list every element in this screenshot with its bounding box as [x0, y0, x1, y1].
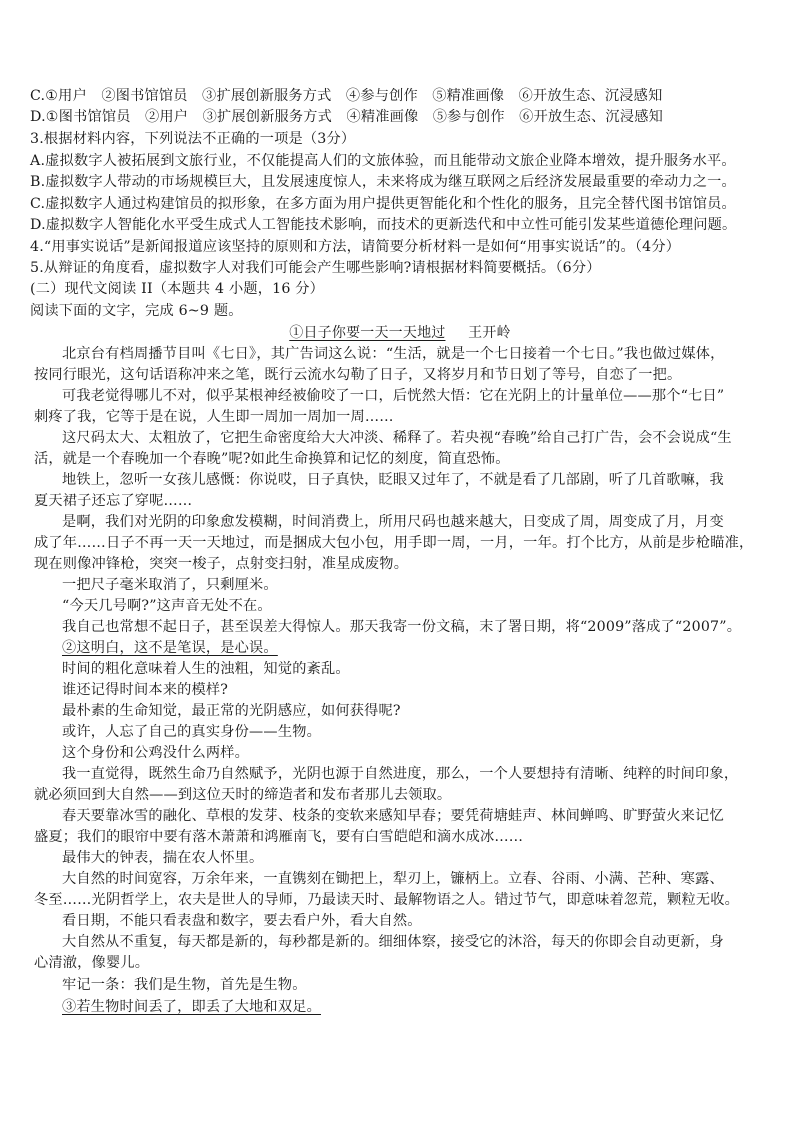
article-line: 成了年……日子不再一天一天地过，而是捆成大包小包，用手即一周，一月，一年。打个比方，从前是步枪瞄准， [34, 535, 754, 551]
article-title: ①日子你要一天一天地过 [289, 325, 446, 341]
option-d: D.①图书馆馆员 ②用户 ③扩展创新服务方式 ④精准画像 ⑤参与创作 ⑥开放生态、沉浸感知 [30, 109, 663, 125]
article-line: 谁还记得时间本来的模样? [62, 682, 229, 698]
article-line: 最朴素的生命知觉，最正常的光阴感应，如何获得呢? [62, 703, 401, 719]
article-author: 王开岭 [468, 325, 511, 341]
article-line: 按同行眼光，这句话语称冲来之笔，既行云流水勾勒了日子，又将岁月和节日划了等号，自恋了一把。 [34, 367, 682, 383]
question-5: 5.从辩证的角度看，虚拟数字人对我们可能会产生哪些影响?请根据材料简要概括。（6分） [30, 260, 601, 276]
article-line: 北京台有档周播节目叫《七日》，其广告词这么说：“生活，就是一个七日接着一个七日。”我也做过媒体， [62, 346, 725, 362]
article-line: 我自己也常想不起日子，甚至误差大得惊人。那天我寄一份文稿，末了署日期，将“2009”落成了“2007”。 [62, 619, 742, 635]
article-line: 看日期，不能只看表盘和数字，要去看户外，看大自然。 [62, 913, 422, 929]
question-3-option-b: B.虚拟数字人带动的市场规模巨大，且发展速度惊人，未来将成为继互联网之后经济发展最重要的牵动力之一。 [30, 174, 736, 190]
article-line: 牢记一条：我们是生物，首先是生物。 [62, 977, 307, 993]
article-line: 可我老觉得哪儿不对，似乎某根神经被偷咬了一口，后恍然大悟：它在光阴上的计量单位——那个“七日” [62, 388, 725, 404]
article-line: 最伟大的钟表，揣在农人怀里。 [62, 850, 264, 866]
article-line: 这个身份和公鸡没什么两样。 [62, 745, 250, 761]
article-title-row [0, 323, 800, 343]
article-line-underlined: ②这明白，这不是笔误，是心误。 [62, 640, 278, 656]
section-heading: (二）现代文阅读 II（本题共 4 小题，16 分） [30, 281, 325, 297]
question-3-option-d: D.虚拟数字人智能化水平受生成式人工智能技术影响，而技术的更新迭代和中立性可能引发某些道德伦理问题。 [30, 217, 737, 233]
reading-instruction: 阅读下面的文字，完成 6~9 题。 [30, 303, 243, 319]
question-3: 3.根据材料内容，下列说法不正确的一项是（3分） [30, 131, 356, 147]
question-4: 4.“用事实说话”是新闻报道应该坚持的原则和方法，请简要分析材料一是如何“用事实说话”的。（4分） [30, 239, 681, 255]
article-line: 我一直觉得，既然生命乃自然赋予，光阴也源于自然进度，那么，一个人要想持有清晰、纯粹的时间印象， [62, 766, 739, 782]
article-line: 就必须回到大自然——到这位天时的缔造者和发布者那儿去领取。 [34, 787, 452, 803]
article-line: 盛夏；我们的眼帘中要有落木萧萧和鸿雁南飞，要有白雪皑皑和滴水成冰…… [34, 829, 524, 845]
article-line: 现在则像冲锋枪，突突一梭子，点射变扫射，准星成废物。 [34, 556, 409, 572]
article-line: “今天几号啊?”这声音无处不在。 [62, 598, 272, 614]
article-line: 夏天裙子还忘了穿呢…… [34, 493, 193, 509]
article-line: 地铁上，忽听一女孩儿感慨：你说哎，日子真快，眨眼又过年了，不就是看了几部剧，听了几首歌嘛，我 [62, 472, 724, 488]
article-line-underlined: ③若生物时间丢了，即丢了大地和双足。 [62, 999, 321, 1015]
article-line: 或许，人忘了自己的真实身份——生物。 [62, 724, 321, 740]
article-line: 大自然从不重复，每天都是新的，每秒都是新的。细细体察，接受它的沐浴，每天的你即会自动更新，身 [62, 934, 724, 950]
article-line: 春天要靠冰雪的融化、草根的发芽、枝条的变软来感知早春；要凭荷塘蛙声、林间蝉鸣、旷野萤火来记忆 [62, 808, 724, 824]
question-3-option-c: C.虚拟数字人通过构建馆员的拟形象，在多方面为用户提供更智能化和个性化的服务，且完全替代图书馆馆员。 [30, 196, 736, 212]
article-line: 时间的粗化意味着人生的浊粗，知觉的紊乱。 [62, 661, 350, 677]
article-line: 活，就是一个春晚加一个春晚”呢?如此生命换算和记忆的刻度，简直恐怖。 [34, 451, 510, 467]
article-line: 大自然的时间宽容，万余年来，一直镌刻在锄把上，犁刃上，镰柄上。立春、谷雨、小满、芒种、寒露、 [62, 871, 724, 887]
question-3-option-a: A.虚拟数字人被拓展到文旅行业，不仅能提高人们的文旅体验，而且能带动文旅企业降本增效，提升服务水平。 [30, 153, 736, 169]
option-c: C.①用户 ②图书馆馆员 ③扩展创新服务方式 ④参与创作 ⑤精准画像 ⑥开放生态、沉浸感知 [30, 88, 663, 104]
article-line: 一把尺子毫米取消了，只剩厘米。 [62, 577, 278, 593]
article-line: 是啊，我们对光阴的印象愈发模糊，时间消费上，所用尺码也越来越大，日变成了周，周变成了月，月变 [62, 514, 724, 530]
article-line: 刺疼了我，它等于是在说，人生即一周加一周加一周…… [34, 409, 394, 425]
article-line: 这尺码太大、太粗放了，它把生命密度给大大冲淡、稀释了。若央视“春晚”给自己打广告，会不会说成“生 [62, 430, 732, 446]
article-line: 冬至……光阴哲学上，农夫是世人的导师，乃最读天时、最解物语之人。错过节气，即意味着忽荒，颗粒无收。 [34, 892, 739, 908]
article-line: 心清澈，像婴儿。 [34, 955, 150, 971]
